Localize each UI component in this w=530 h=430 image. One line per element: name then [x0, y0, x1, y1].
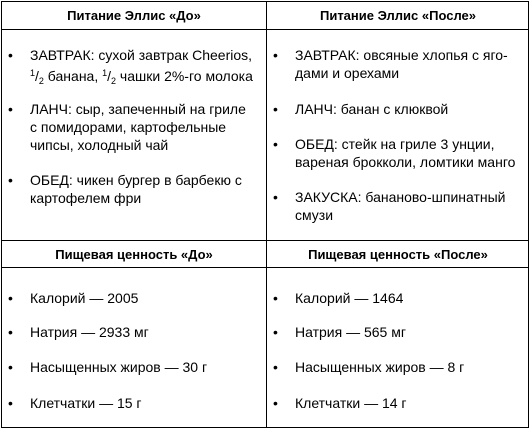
nutrition-before-header: Пищевая ценность «До» — [55, 247, 213, 262]
breakfast-label: ЗАВТРАК: — [30, 47, 95, 63]
bullet-icon: • — [8, 172, 13, 188]
before-header: Питание Эллис «До» — [67, 8, 201, 23]
bullet-icon: • — [273, 101, 278, 117]
bullet-icon: • — [273, 136, 278, 152]
bullet-icon: • — [273, 359, 278, 375]
bullet-icon: • — [273, 290, 278, 306]
bullet-icon: • — [8, 47, 13, 63]
bullet-icon: • — [8, 324, 13, 340]
header-divider-top — [2, 29, 528, 30]
bullet-icon: • — [8, 395, 13, 411]
bullet-icon: • — [8, 101, 13, 117]
bullet-icon: • — [273, 324, 278, 340]
bullet-icon: • — [8, 290, 13, 306]
comparison-table: Питание Эллис «До» Питание Эллис «После» Пищевая ценность «До» Пищевая ценность «После» • ЗАВТРАК: сухой завтрак Cheerios, $^1/_2$ банана, $^1/_2$ чашки 2%-го молока • ЛАНЧ: сыр, запеченный на гриле с помидорами, картофельные чипсы, холодный чай • ОБЕД: чикен бургер в барбекю с картофелем фри • ЗАВТРАК: овсяные хлопья с яго- дами и орехами • ЛАНЧ: банан с клюквой • ОБЕД: стейк на гриле 3 унции, вареная брокколи, ломтики манго • ЗАКУСКА: бананово-шпинатный смузи • Калорий — 2005 • Натрия — 2933 мг • Насыщенных жиров — 30 г • Клетчатки — 15 г • Калорий — 1464 • Натрия — 565 мг • Насыщенных жиров — 8 г • Клетчатки — 14 г — [1, 1, 529, 428]
bullet-icon: • — [273, 395, 278, 411]
half-fraction: $^1/_2$ — [102, 68, 117, 86]
bullet-icon: • — [273, 189, 278, 205]
half-fraction: $^1/_2$ — [30, 68, 44, 86]
bullet-icon: • — [273, 47, 278, 63]
column-divider — [266, 2, 267, 427]
bullet-icon: • — [8, 359, 13, 375]
nutrition-after-header: Пищевая ценность «После» — [308, 247, 488, 262]
after-header: Питание Эллис «После» — [319, 8, 476, 23]
